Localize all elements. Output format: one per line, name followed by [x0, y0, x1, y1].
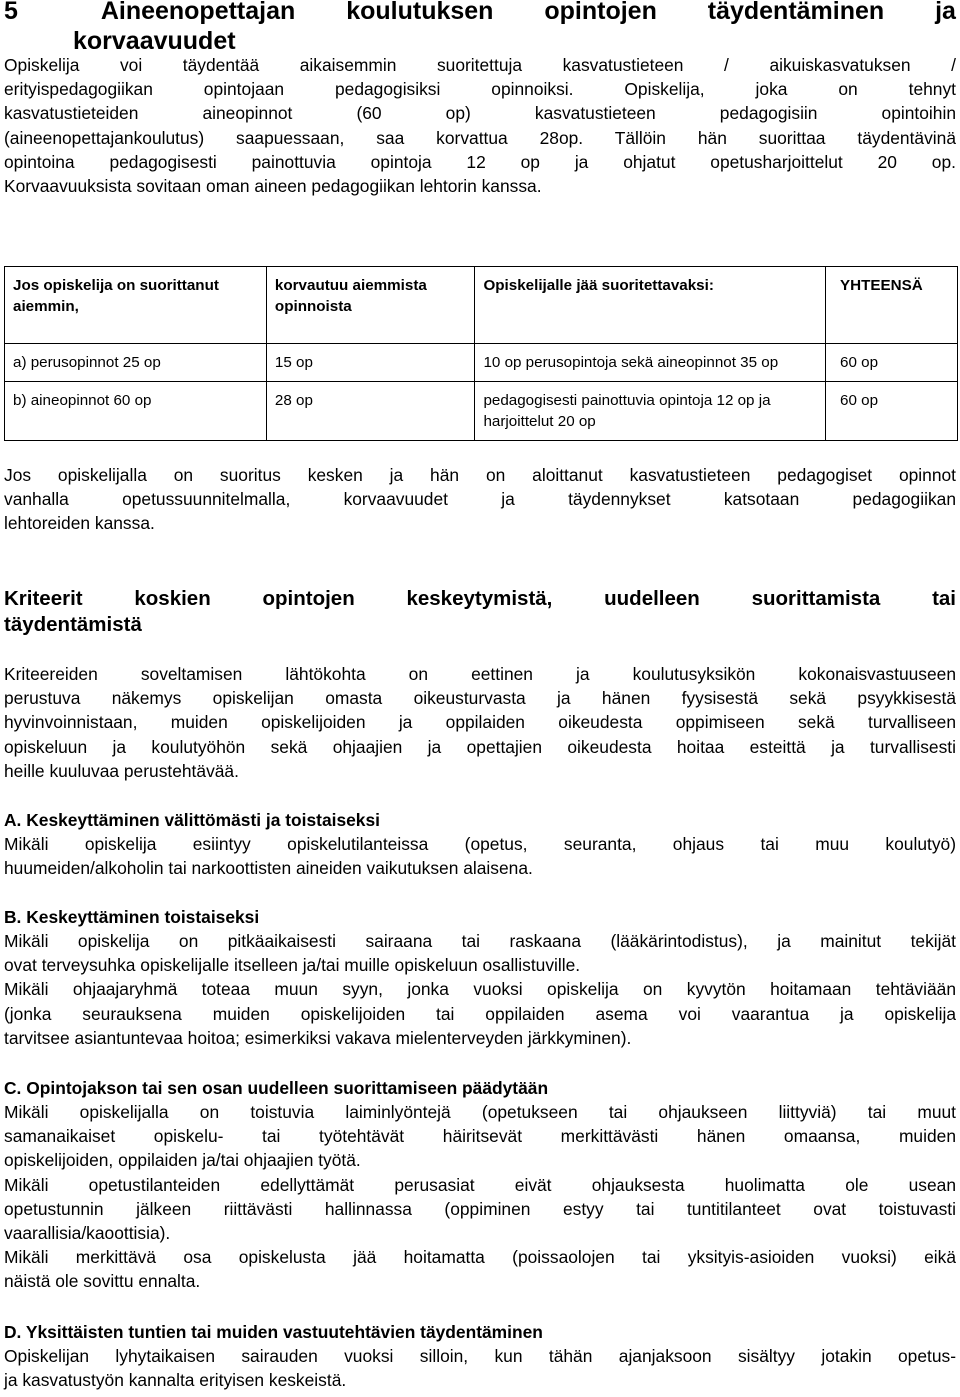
text-line: (jonka seurauksena muiden opiskelijoiden tai oppilaiden asema voi vaarantua ja opiskelija: [4, 1003, 956, 1024]
text-line: hyvinvoinnistaan, muiden opiskelijoiden ja oppilaiden oikeudesta oppimiseen sekä turvalliseen: [4, 712, 956, 733]
text-line: Opiskelija voi täydentää aikaisemmin suoritettuja kasvatustieteen / aikuiskasvatuksen /: [4, 55, 956, 75]
section-c-paragraph: [4, 1100, 956, 1294]
text-line: Kriteereiden soveltamisen lähtökohta on eettinen ja koulutusyksikön kokonaisvastuuseen: [4, 664, 956, 684]
table-row: [5, 382, 958, 441]
section-heading: [4, 0, 956, 56]
section-b-paragraph: [4, 929, 956, 1050]
section-a-title: A. Keskeyttäminen välittömästi ja toistaiseksi: [4, 810, 380, 830]
criteria-paragraph: [4, 662, 956, 783]
text-line: lehtoreiden kanssa.: [4, 513, 155, 534]
text-line: Opiskelijan lyhytaikaisen sairauden vuoksi silloin, kun tähän ajanjaksoon sisältyy jotakin opetus-: [4, 1346, 956, 1366]
text-line: huumeiden/alkoholin tai narkoottisten aineiden vaikutuksen alaisena.: [4, 858, 533, 879]
table-cell: 28 op: [266, 382, 475, 441]
text-line: vaarallisia/kaoottisia).: [4, 1222, 171, 1243]
table-header-cell: YHTEENSÄ: [826, 267, 958, 344]
text-line: Mikäli opiskelijalla on toistuvia laiminlyöntejä (opetukseen tai ohjaukseen liittyviä) tai muut: [4, 1102, 956, 1122]
text-line: opiskeluun ja koulutyöhön sekä ohjaajien ja opettajien oikeudesta hoitaa esteittä ja turvallisesti: [4, 736, 956, 757]
section-c-title: C. Opintojakson tai sen osan uudelleen suorittamiseen päädytään: [4, 1078, 549, 1098]
text-line: perustuva näkemys opiskelijan omasta oikeusturvasta ja hänen fyysisestä sekä psyykkisestä: [4, 688, 956, 709]
heading-number: 5: [4, 0, 18, 25]
section-b-title: B. Keskeyttäminen toistaiseksi: [4, 907, 260, 927]
text-line: vanhalla opetussuunnitelmalla, korvaavuudet ja täydennykset katsotaan pedagogiikan: [4, 489, 956, 510]
text-line: Mikäli opiskelija on pitkäaikaisesti sairaana tai raskaana (lääkärintodistus), ja mainitut tekijät: [4, 931, 956, 951]
section-d-paragraph: [4, 1344, 956, 1392]
text-line: opintoina pedagogisesti painottuvia opintoja 12 op ja ohjatut opetusharjoittelut 20 op.: [4, 151, 956, 172]
equivalency-table: [4, 266, 958, 441]
text-line: opiskelijoiden, oppilaiden ja/tai ohjaajien työtä.: [4, 1150, 361, 1171]
text-line: erityispedagogiikan opintojaan pedagogisiksi opinnoiksi. Opiskelija, joka on tehnyt: [4, 79, 956, 100]
text-line: heille kuuluvaa perustehtävää.: [4, 760, 239, 781]
table-header-cell: Jos opiskelija on suorittanut aiemmin,: [5, 267, 267, 344]
note-paragraph: [4, 463, 956, 536]
table-header-row: [5, 267, 958, 344]
text-line: tarvitsee asiantuntevaa hoitoa; esimerkiksi vakava mielenterveyden järkkyminen).: [4, 1027, 632, 1048]
heading-word: koulutuksen: [346, 0, 494, 25]
text-line: opetustunnin jälkeen riittävästi hallinnassa (oppiminen estyy tai tuntitilanteet ovat toistuvasti: [4, 1198, 956, 1219]
intro-paragraph: [4, 53, 956, 198]
table-cell: pedagogisesti painottuvia opintoja 12 op ja harjoittelut 20 op: [475, 382, 826, 441]
text-line: samanaikaiset opiskelu- tai työtehtävät häiritsevät merkittävästi hänen omaansa, muiden: [4, 1126, 956, 1147]
table-header-cell: korvautuu aiemmista opinnoista: [266, 267, 475, 344]
text-line: (aineenopettajankoulutus) saapuessaan, saa korvattua 28op. Tällöin hän suorittaa täydentävinä: [4, 127, 956, 148]
text-line: ovat terveysuhka opiskelijalle itselleen ja/tai muille opiskeluun osallistuville.: [4, 955, 581, 976]
text-line: kasvatustieteiden aineopinnot (60 op) kasvatustieteen pedagogisiin opintoihin: [4, 103, 956, 124]
table-cell: 15 op: [266, 344, 475, 382]
table-row: [5, 344, 958, 382]
text-line: Korvaavuuksista sovitaan oman aineen pedagogiikan lehtorin kanssa.: [4, 175, 542, 196]
table-cell: 60 op: [826, 344, 958, 382]
table-cell: b) aineopinnot 60 op: [5, 382, 267, 441]
heading-line-1: [4, 0, 956, 26]
text-line: Mikäli ohjaajaryhmä toteaa muun syyn, jonka vuoksi opiskelija on kyvytön hoitamaan tehtäviään: [4, 979, 956, 1000]
text-line: Mikäli merkittävä osa opiskelusta jää hoitamatta (poissaolojen tai yksityis-asioiden vuoksi) eikä: [4, 1247, 956, 1268]
heading-word: täydentäminen: [707, 0, 885, 25]
section-d-title: D. Yksittäisten tuntien tai muiden vastuutehtävien täydentäminen: [4, 1322, 543, 1342]
text-line: Jos opiskelijalla on suoritus kesken ja hän on aloittanut kasvatustieteen pedagogiset opinnot: [4, 465, 956, 485]
text-line: Mikäli opiskelija esiintyy opiskelutilanteissa (opetus, seuranta, ohjaus tai muu koulutyö): [4, 834, 956, 854]
heading-word: Aineenopettajan: [100, 0, 296, 25]
table-cell: a) perusopinnot 25 op: [5, 344, 267, 382]
section-a-paragraph: [4, 832, 956, 880]
text-line: ja kasvatustyön kannalta erityisen keskeistä.: [4, 1370, 347, 1391]
heading-word: opintojen: [544, 0, 657, 25]
heading-line: täydentämistä: [4, 613, 142, 636]
table-cell: 10 op perusopintoja sekä aineopinnot 35 op: [475, 344, 826, 382]
table-header-cell: Opiskelijalle jää suoritettavaksi:: [475, 267, 826, 344]
text-line: näistä ole sovittu ennalta.: [4, 1271, 201, 1292]
criteria-heading: [4, 586, 956, 638]
heading-line-2: korvaavuudet: [73, 27, 236, 55]
heading-line: Kriteerit koskien opintojen keskeytymistä, uudelleen suorittamista tai: [4, 587, 956, 610]
table-cell: 60 op: [826, 382, 958, 441]
heading-word: ja: [935, 0, 956, 25]
text-line: Mikäli opetustilanteiden edellyttämät perusasiat eivät ohjauksesta huolimatta ole usean: [4, 1174, 956, 1195]
